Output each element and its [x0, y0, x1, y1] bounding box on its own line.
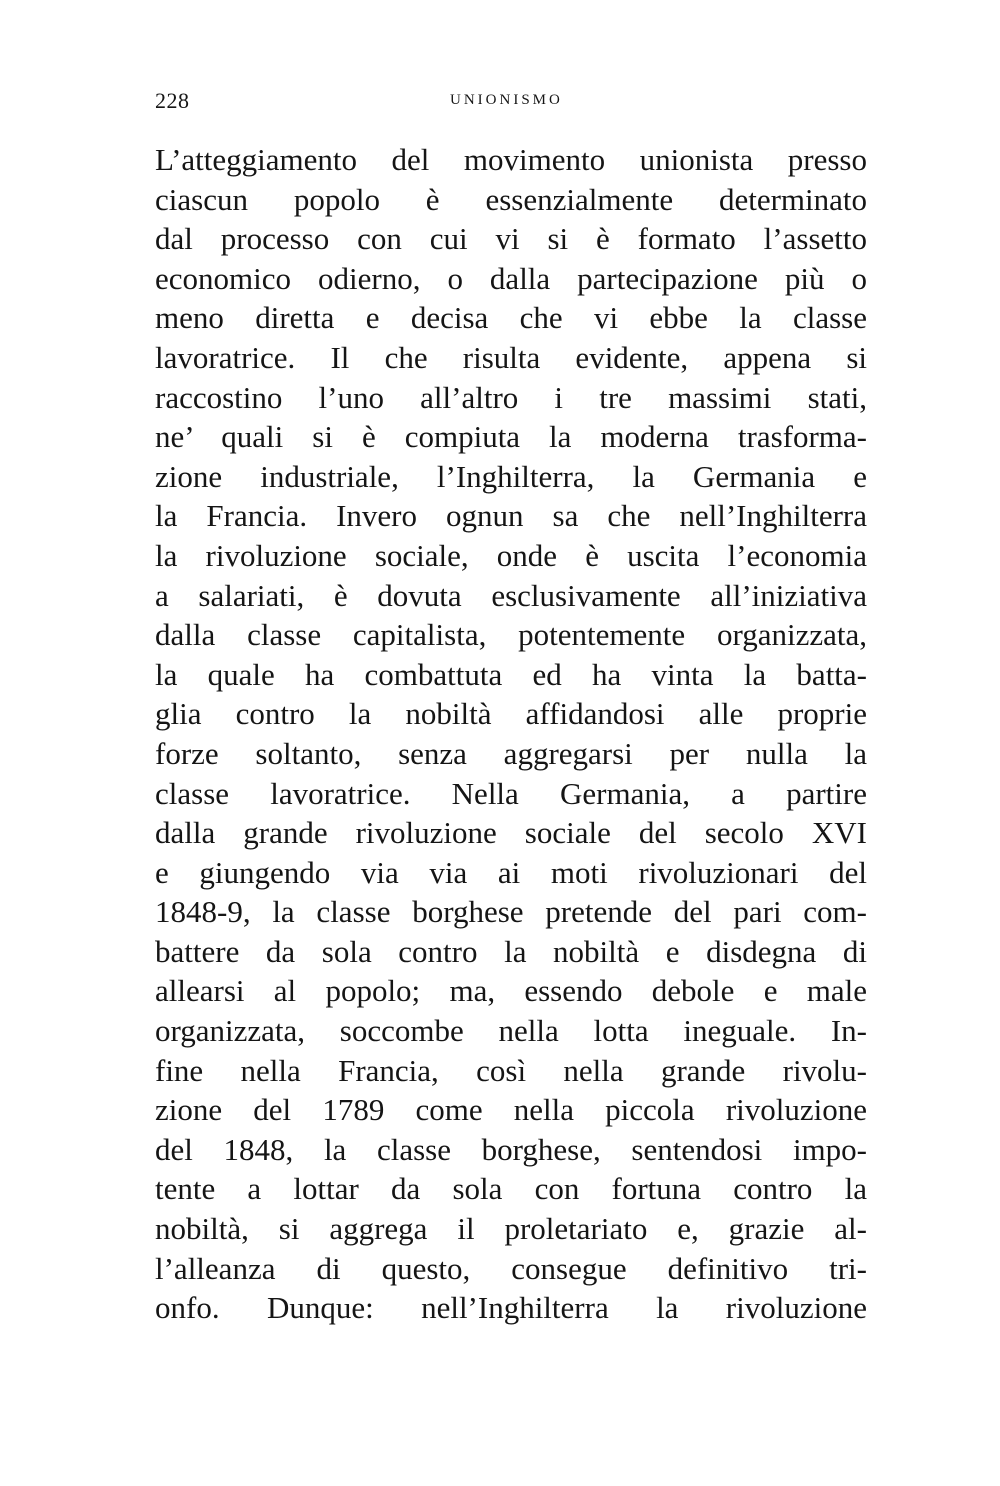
text-line: nobiltà, si aggrega il proletariato e, grazie al-	[155, 1211, 867, 1247]
page-number: 228	[155, 88, 190, 113]
text-line: del 1848, la classe borghese, sentendosi impo-	[155, 1131, 867, 1167]
text-line: fine nella Francia, così nella grande rivolu-	[155, 1052, 867, 1088]
text-line: glia contro la nobiltà affidandosi alle proprie	[155, 696, 867, 732]
text-line: raccostino l’uno all’altro i tre massimi stati,	[155, 379, 867, 415]
text-line: battere da sola contro la nobiltà e disdegna di	[155, 933, 867, 969]
text-line: l’alleanza di questo, consegue definitivo tri-	[155, 1250, 867, 1286]
text-line: dalla grande rivoluzione sociale del secolo XVI	[155, 815, 867, 851]
text-line: ne’ quali si è compiuta la moderna trasforma-	[155, 419, 867, 455]
text-line: zione industriale, l’Inghilterra, la Germania e	[155, 458, 867, 494]
text-line: la rivoluzione sociale, onde è uscita l’economia	[155, 537, 867, 573]
text-line: ciascun popolo è essenzialmente determinato	[155, 181, 867, 217]
running-title: UNIONISMO	[450, 92, 563, 108]
text-line: meno diretta e decisa che vi ebbe la classe	[155, 300, 867, 336]
body-text	[155, 140, 867, 1328]
text-line: lavoratrice. Il che risulta evidente, appena si	[155, 339, 867, 375]
text-line: onfo. Dunque: nell’Inghilterra la rivoluzione	[155, 1290, 867, 1326]
text-line: e giungendo via via ai moti rivoluzionari del	[155, 854, 867, 890]
text-line: zione del 1789 come nella piccola rivoluzione	[155, 1092, 867, 1128]
text-line: dal processo con cui vi si è formato l’assetto	[155, 221, 867, 257]
text-line: la quale ha combattuta ed ha vinta la batta-	[155, 656, 867, 692]
text-line: a salariati, è dovuta esclusivamente all’iniziativa	[155, 577, 867, 613]
text-line: forze soltanto, senza aggregarsi per nulla la	[155, 735, 867, 771]
text-line: economico odierno, o dalla partecipazione più o	[155, 260, 867, 296]
text-line: 1848-9, la classe borghese pretende del pari com-	[155, 894, 867, 930]
text-line: dalla classe capitalista, potentemente organizzata,	[155, 617, 867, 653]
text-line: classe lavoratrice. Nella Germania, a partire	[155, 775, 867, 811]
text-line: L’atteggiamento del movimento unionista presso	[155, 142, 867, 177]
text-line: allearsi al popolo; ma, essendo debole e male	[155, 973, 867, 1009]
text-line: organizzata, soccombe nella lotta ineguale. In-	[155, 1013, 867, 1049]
text-line: tente a lottar da sola con fortuna contro la	[155, 1171, 867, 1207]
running-head	[155, 88, 867, 118]
text-line: la Francia. Invero ognun sa che nell’Inghilterra	[155, 498, 867, 534]
